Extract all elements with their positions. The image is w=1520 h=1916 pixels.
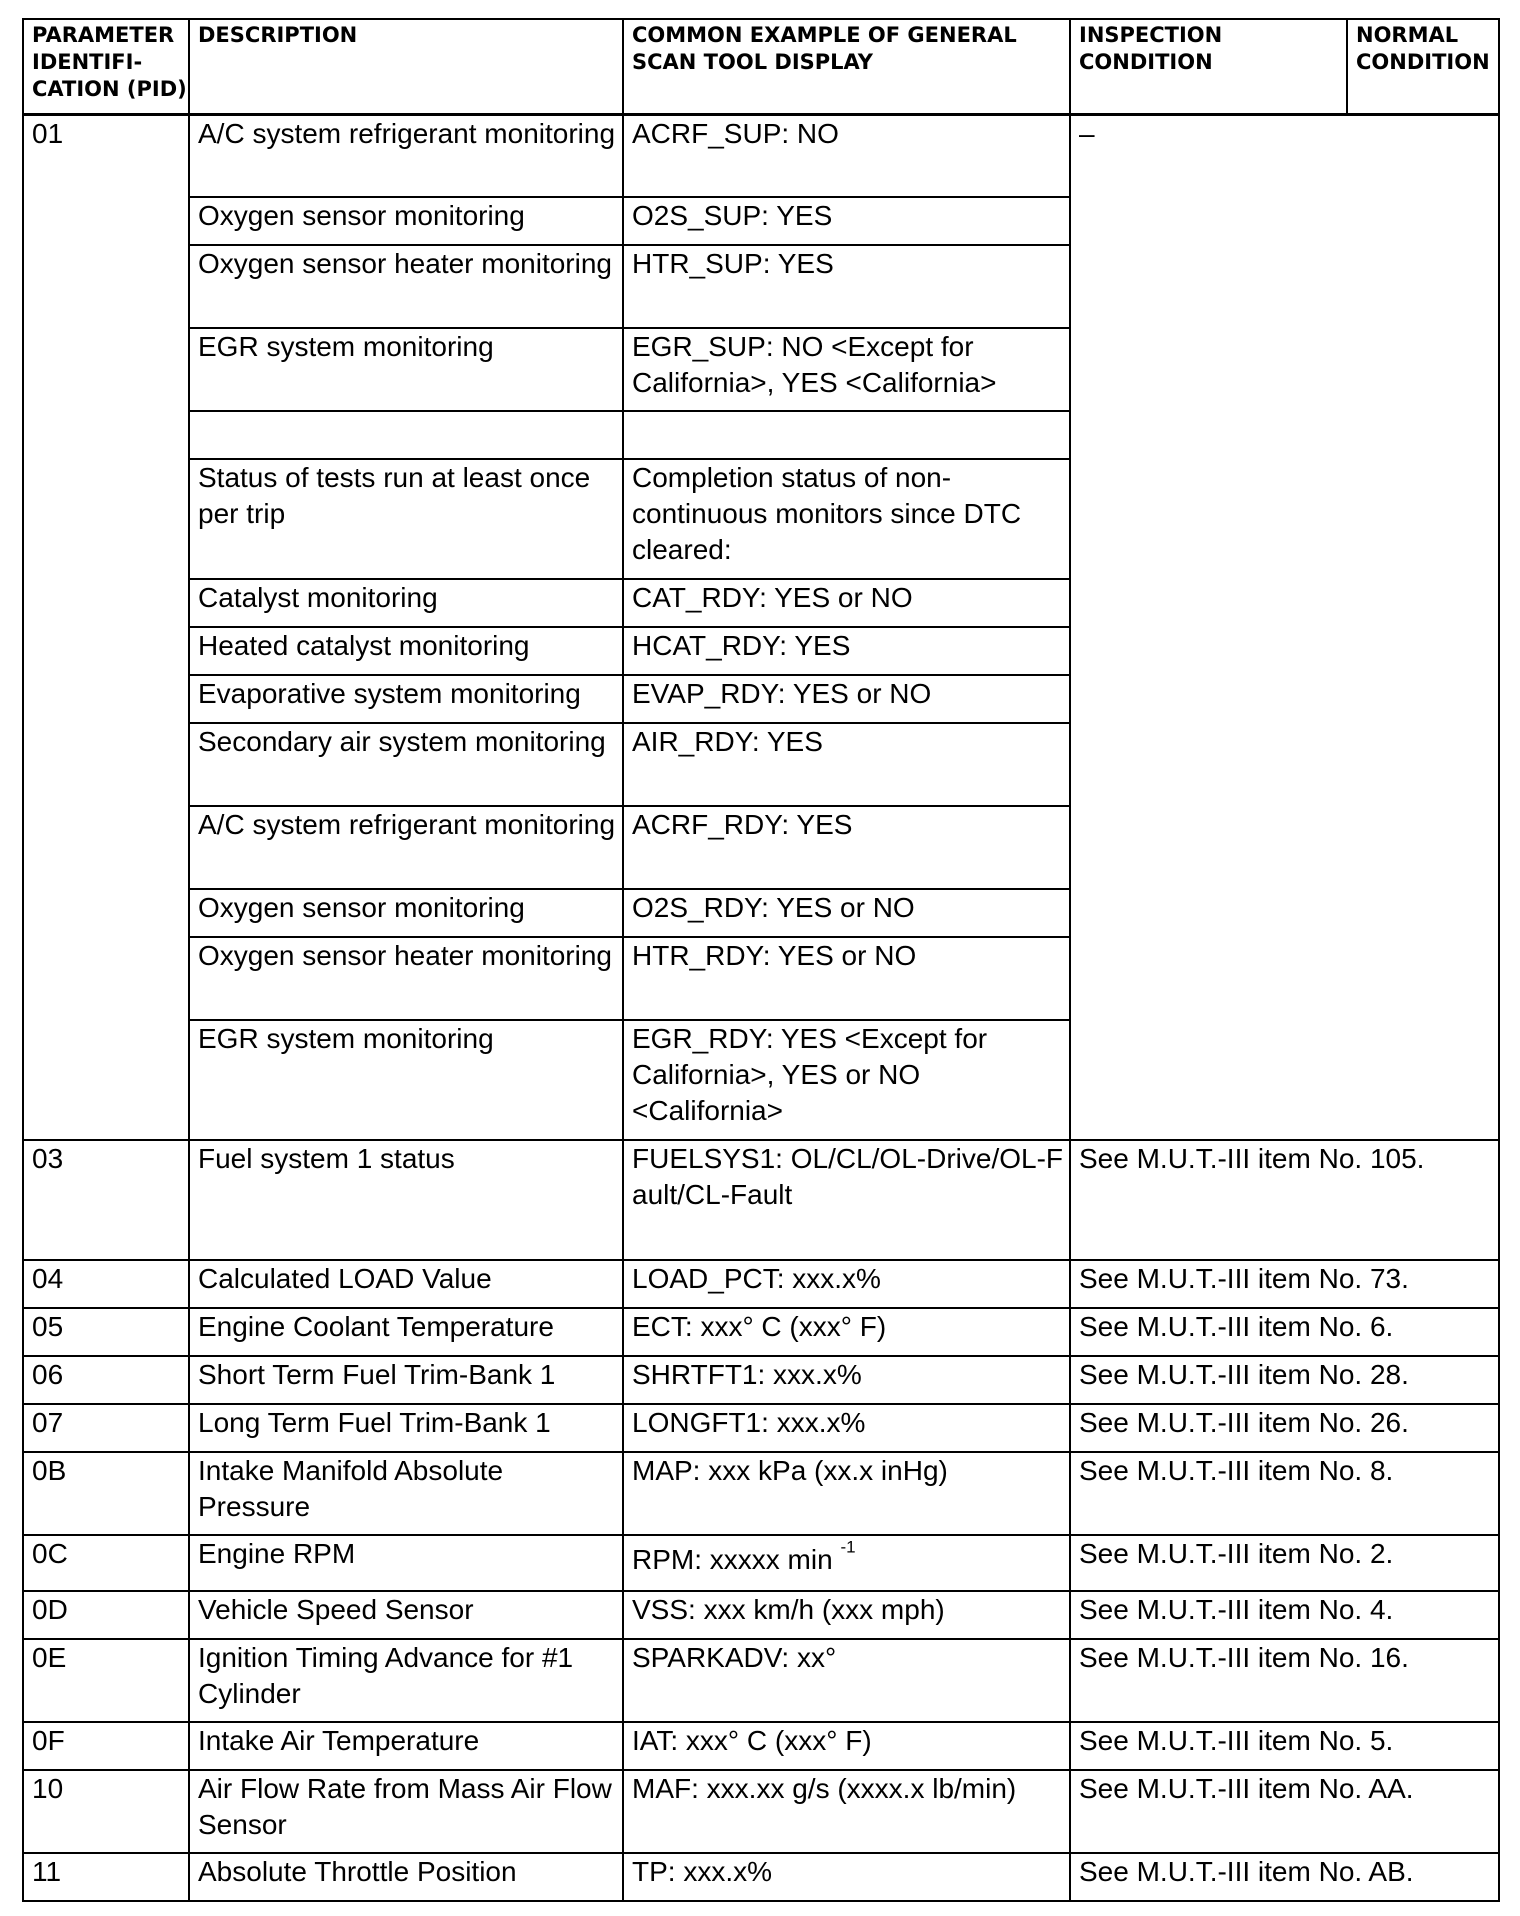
display-cell: O2S_RDY: YES or NO xyxy=(623,889,1070,937)
description-cell: Ignition Timing Advance for #1 Cylinder xyxy=(189,1639,623,1722)
description-cell: Oxygen sensor heater monitoring xyxy=(189,937,623,1020)
description-cell: Long Term Fuel Trim-Bank 1 xyxy=(189,1404,623,1452)
description-cell: A/C system refrigerant monitoring xyxy=(189,114,623,197)
display-cell: IAT: xxx° C (xxx° F) xyxy=(623,1722,1070,1770)
header-description: DESCRIPTION xyxy=(189,19,623,114)
display-cell: HTR_RDY: YES or NO xyxy=(623,937,1070,1020)
pid-cell: 05 xyxy=(23,1308,189,1356)
description-cell: Air Flow Rate from Mass Air Flow Sensor xyxy=(189,1770,623,1853)
display-cell: MAF: xxx.xx g/s (xxxx.x lb/min) xyxy=(623,1770,1070,1853)
table-row xyxy=(23,1639,1499,1722)
header-inspection-condition: INSPECTION CONDITION xyxy=(1070,19,1347,114)
description-cell: Short Term Fuel Trim-Bank 1 xyxy=(189,1356,623,1404)
table-row xyxy=(23,1722,1499,1770)
display-cell: SHRTFT1: xxx.x% xyxy=(623,1356,1070,1404)
description-cell: Engine Coolant Temperature xyxy=(189,1308,623,1356)
display-cell xyxy=(623,1535,1070,1591)
description-cell: Heated catalyst monitoring xyxy=(189,627,623,675)
condition-cell: See M.U.T.-III item No. 5. xyxy=(1070,1722,1499,1770)
condition-cell: See M.U.T.-III item No. 105. xyxy=(1070,1140,1499,1260)
header-pid: PARAMETER IDENTIFI-CATION (PID) xyxy=(23,19,189,114)
description-cell: EGR system monitoring xyxy=(189,1020,623,1140)
table-row xyxy=(23,1356,1499,1404)
description-cell: Catalyst monitoring xyxy=(189,579,623,627)
condition-cell: See M.U.T.-III item No. 26. xyxy=(1070,1404,1499,1452)
header-scan-tool-display: COMMON EXAMPLE OF GENERAL SCAN TOOL DISPLAY xyxy=(623,19,1070,114)
condition-cell: See M.U.T.-III item No. 16. xyxy=(1070,1639,1499,1722)
description-cell: Intake Air Temperature xyxy=(189,1722,623,1770)
display-cell: ECT: xxx° C (xxx° F) xyxy=(623,1308,1070,1356)
description-cell xyxy=(189,411,623,459)
description-cell: Status of tests run at least once per trip xyxy=(189,459,623,579)
display-cell: AIR_RDY: YES xyxy=(623,723,1070,806)
display-cell: LONGFT1: xxx.x% xyxy=(623,1404,1070,1452)
condition-cell: See M.U.T.-III item No. 6. xyxy=(1070,1308,1499,1356)
condition-cell: See M.U.T.-III item No. AA. xyxy=(1070,1770,1499,1853)
pid-cell: 0E xyxy=(23,1639,189,1722)
pid-cell: 0B xyxy=(23,1452,189,1535)
display-cell: EGR_RDY: YES <Except for California>, YES or NO <California> xyxy=(623,1020,1070,1140)
table-row xyxy=(23,1591,1499,1639)
table-row xyxy=(23,1140,1499,1260)
table-row xyxy=(23,114,1499,197)
display-cell: EVAP_RDY: YES or NO xyxy=(623,675,1070,723)
display-cell: FUELSYS1: OL/CL/OL-Drive/OL-Fault/CL-Fault xyxy=(623,1140,1070,1260)
pid-cell: 0C xyxy=(23,1535,189,1591)
display-cell: ACRF_SUP: NO xyxy=(623,114,1070,197)
condition-cell: See M.U.T.-III item No. 28. xyxy=(1070,1356,1499,1404)
pid-cell: 06 xyxy=(23,1356,189,1404)
condition-cell: See M.U.T.-III item No. 2. xyxy=(1070,1535,1499,1591)
display-cell: EGR_SUP: NO <Except for California>, YES <California> xyxy=(623,328,1070,411)
pid-cell: 01 xyxy=(23,114,189,1140)
display-cell: VSS: xxx km/h (xxx mph) xyxy=(623,1591,1070,1639)
table-row xyxy=(23,1535,1499,1591)
table-header-row xyxy=(23,19,1499,114)
display-cell: Completion status of non-continuous monitors since DTC cleared: xyxy=(623,459,1070,579)
description-cell: A/C system refrigerant monitoring xyxy=(189,806,623,889)
display-cell: HCAT_RDY: YES xyxy=(623,627,1070,675)
description-cell: EGR system monitoring xyxy=(189,328,623,411)
pid-cell: 0D xyxy=(23,1591,189,1639)
description-cell: Absolute Throttle Position xyxy=(189,1853,623,1901)
pid-spec-table xyxy=(22,18,1500,1902)
description-cell: Secondary air system monitoring xyxy=(189,723,623,806)
pid-cell: 0F xyxy=(23,1722,189,1770)
description-cell: Engine RPM xyxy=(189,1535,623,1591)
table-row xyxy=(23,1452,1499,1535)
table-row xyxy=(23,1770,1499,1853)
table-row xyxy=(23,1260,1499,1308)
display-cell: CAT_RDY: YES or NO xyxy=(623,579,1070,627)
display-cell: HTR_SUP: YES xyxy=(623,245,1070,328)
description-cell: Evaporative system monitoring xyxy=(189,675,623,723)
display-cell: O2S_SUP: YES xyxy=(623,197,1070,245)
table-row xyxy=(23,1853,1499,1901)
description-cell: Oxygen sensor monitoring xyxy=(189,889,623,937)
display-superscript: -1 xyxy=(840,1537,856,1557)
display-cell xyxy=(623,411,1070,459)
description-cell: Intake Manifold Absolute Pressure xyxy=(189,1452,623,1535)
condition-cell: See M.U.T.-III item No. AB. xyxy=(1070,1853,1499,1901)
pid-cell: 11 xyxy=(23,1853,189,1901)
pid-cell: 03 xyxy=(23,1140,189,1260)
condition-cell: See M.U.T.-III item No. 8. xyxy=(1070,1452,1499,1535)
display-cell: LOAD_PCT: xxx.x% xyxy=(623,1260,1070,1308)
condition-cell: See M.U.T.-III item No. 4. xyxy=(1070,1591,1499,1639)
condition-cell: See M.U.T.-III item No. 73. xyxy=(1070,1260,1499,1308)
description-cell: Oxygen sensor monitoring xyxy=(189,197,623,245)
condition-cell: – xyxy=(1070,114,1499,1140)
display-cell: ACRF_RDY: YES xyxy=(623,806,1070,889)
description-cell: Fuel system 1 status xyxy=(189,1140,623,1260)
pid-cell: 10 xyxy=(23,1770,189,1853)
header-normal-condition: NORMAL CONDITION xyxy=(1347,19,1499,114)
display-cell: SPARKADV: xx° xyxy=(623,1639,1070,1722)
display-cell: TP: xxx.x% xyxy=(623,1853,1070,1901)
pid-cell: 04 xyxy=(23,1260,189,1308)
description-cell: Vehicle Speed Sensor xyxy=(189,1591,623,1639)
pid-cell: 07 xyxy=(23,1404,189,1452)
table-row xyxy=(23,1308,1499,1356)
display-cell: MAP: xxx kPa (xx.x inHg) xyxy=(623,1452,1070,1535)
description-cell: Oxygen sensor heater monitoring xyxy=(189,245,623,328)
display-text: RPM: xxxxx min xyxy=(632,1544,833,1575)
table-row xyxy=(23,1404,1499,1452)
description-cell: Calculated LOAD Value xyxy=(189,1260,623,1308)
